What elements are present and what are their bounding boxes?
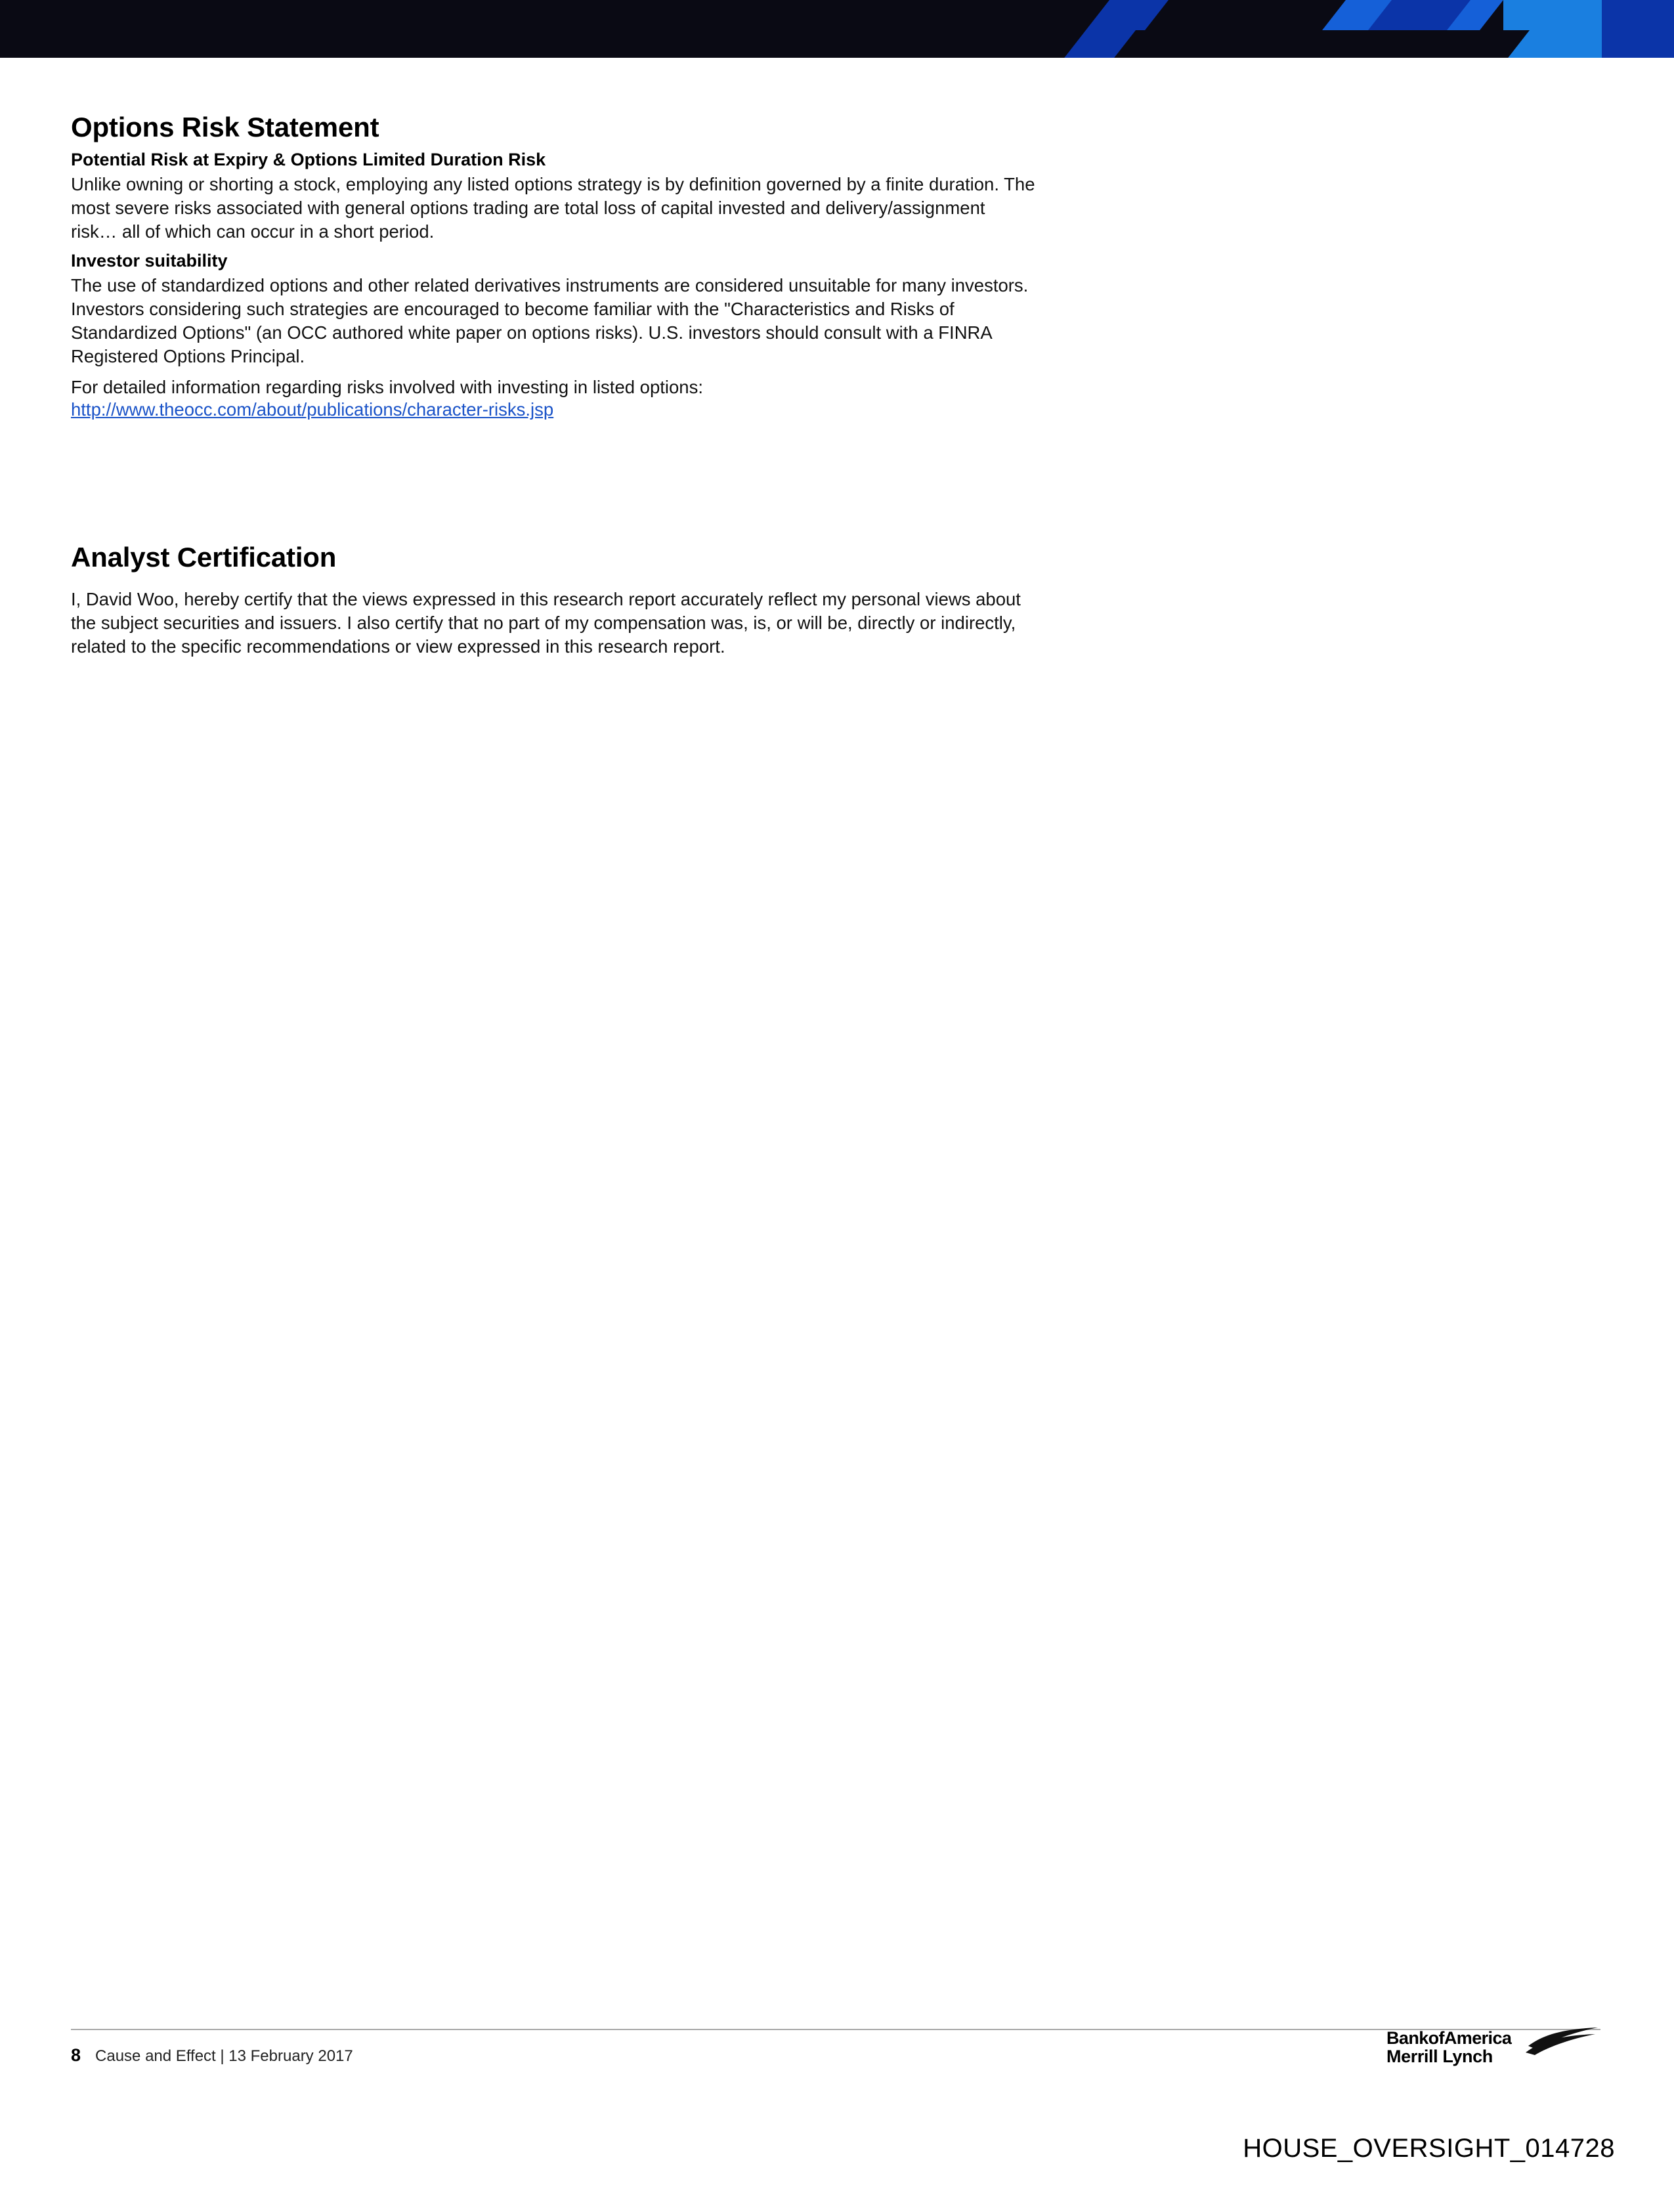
banner-shape-black-2 [1114, 30, 1530, 58]
paragraph-analyst-certification: I, David Woo, hereby certify that the views expressed in this research report accurately reflect my personal views about the subject securities and issuers. I also certify that no part of my compensation was, is, or will be, directly or indirectly, related to the specific recommendations or view expressed in this research report. [71, 589, 1021, 657]
analyst-certification-block [71, 542, 1075, 658]
logo-line-merrill-lynch: Merrill Lynch [1386, 2047, 1493, 2067]
occ-character-risks-link[interactable]: http://www.theocc.com/about/publications/character-risks.jsp [71, 399, 554, 420]
bates-stamp: HOUSE_OVERSIGHT_014728 [1243, 2134, 1615, 2163]
page-title-analyst-certification: Analyst Certification [71, 542, 337, 573]
footer-left-group [71, 2045, 353, 2066]
footer-document-meta: Cause and Effect | 13 February 2017 [95, 2047, 353, 2065]
logo-line-bank-of-america: BankofAmerica [1386, 2028, 1512, 2048]
paragraph-investor-suitability: The use of standardized options and other related derivatives instruments are considered unsuitable for many investors. Investors considering such strategies are encouraged to become familiar with the "Characteristics and Risks of Standardized Options" (an OCC authored white paper on options risks). U.S. investors should consult with a FINRA Registered Options Principal. [71, 275, 1029, 366]
paragraph-potential-risk-at-expiry: Unlike owning or shorting a stock, employing any listed options strategy is by definition governed by a finite duration. The most severe risks associated with general options trading are total loss of capital invested and delivery/assignment risk… all of which can occur in a short period. [71, 174, 1035, 242]
banner-shape-blue-light [1503, 0, 1615, 58]
heading-potential-risk-at-expiry: Potential Risk at Expiry & Options Limited Duration Risk [71, 150, 546, 169]
footer-divider [71, 2029, 1600, 2030]
page-number: 8 [71, 2045, 81, 2065]
bofa-flag-icon [1524, 2026, 1603, 2055]
header-banner [0, 0, 1674, 58]
heading-investor-suitability: Investor suitability [71, 251, 228, 271]
paragraph-link-intro: For detailed information regarding risks involved with investing in listed options: [71, 377, 703, 398]
page-title-options-risk-statement: Options Risk Statement [71, 112, 379, 142]
page-content [71, 112, 1075, 666]
bofa-merrill-lynch-logo [1386, 2029, 1603, 2066]
banner-shape-blue-dark-3 [1602, 0, 1674, 58]
